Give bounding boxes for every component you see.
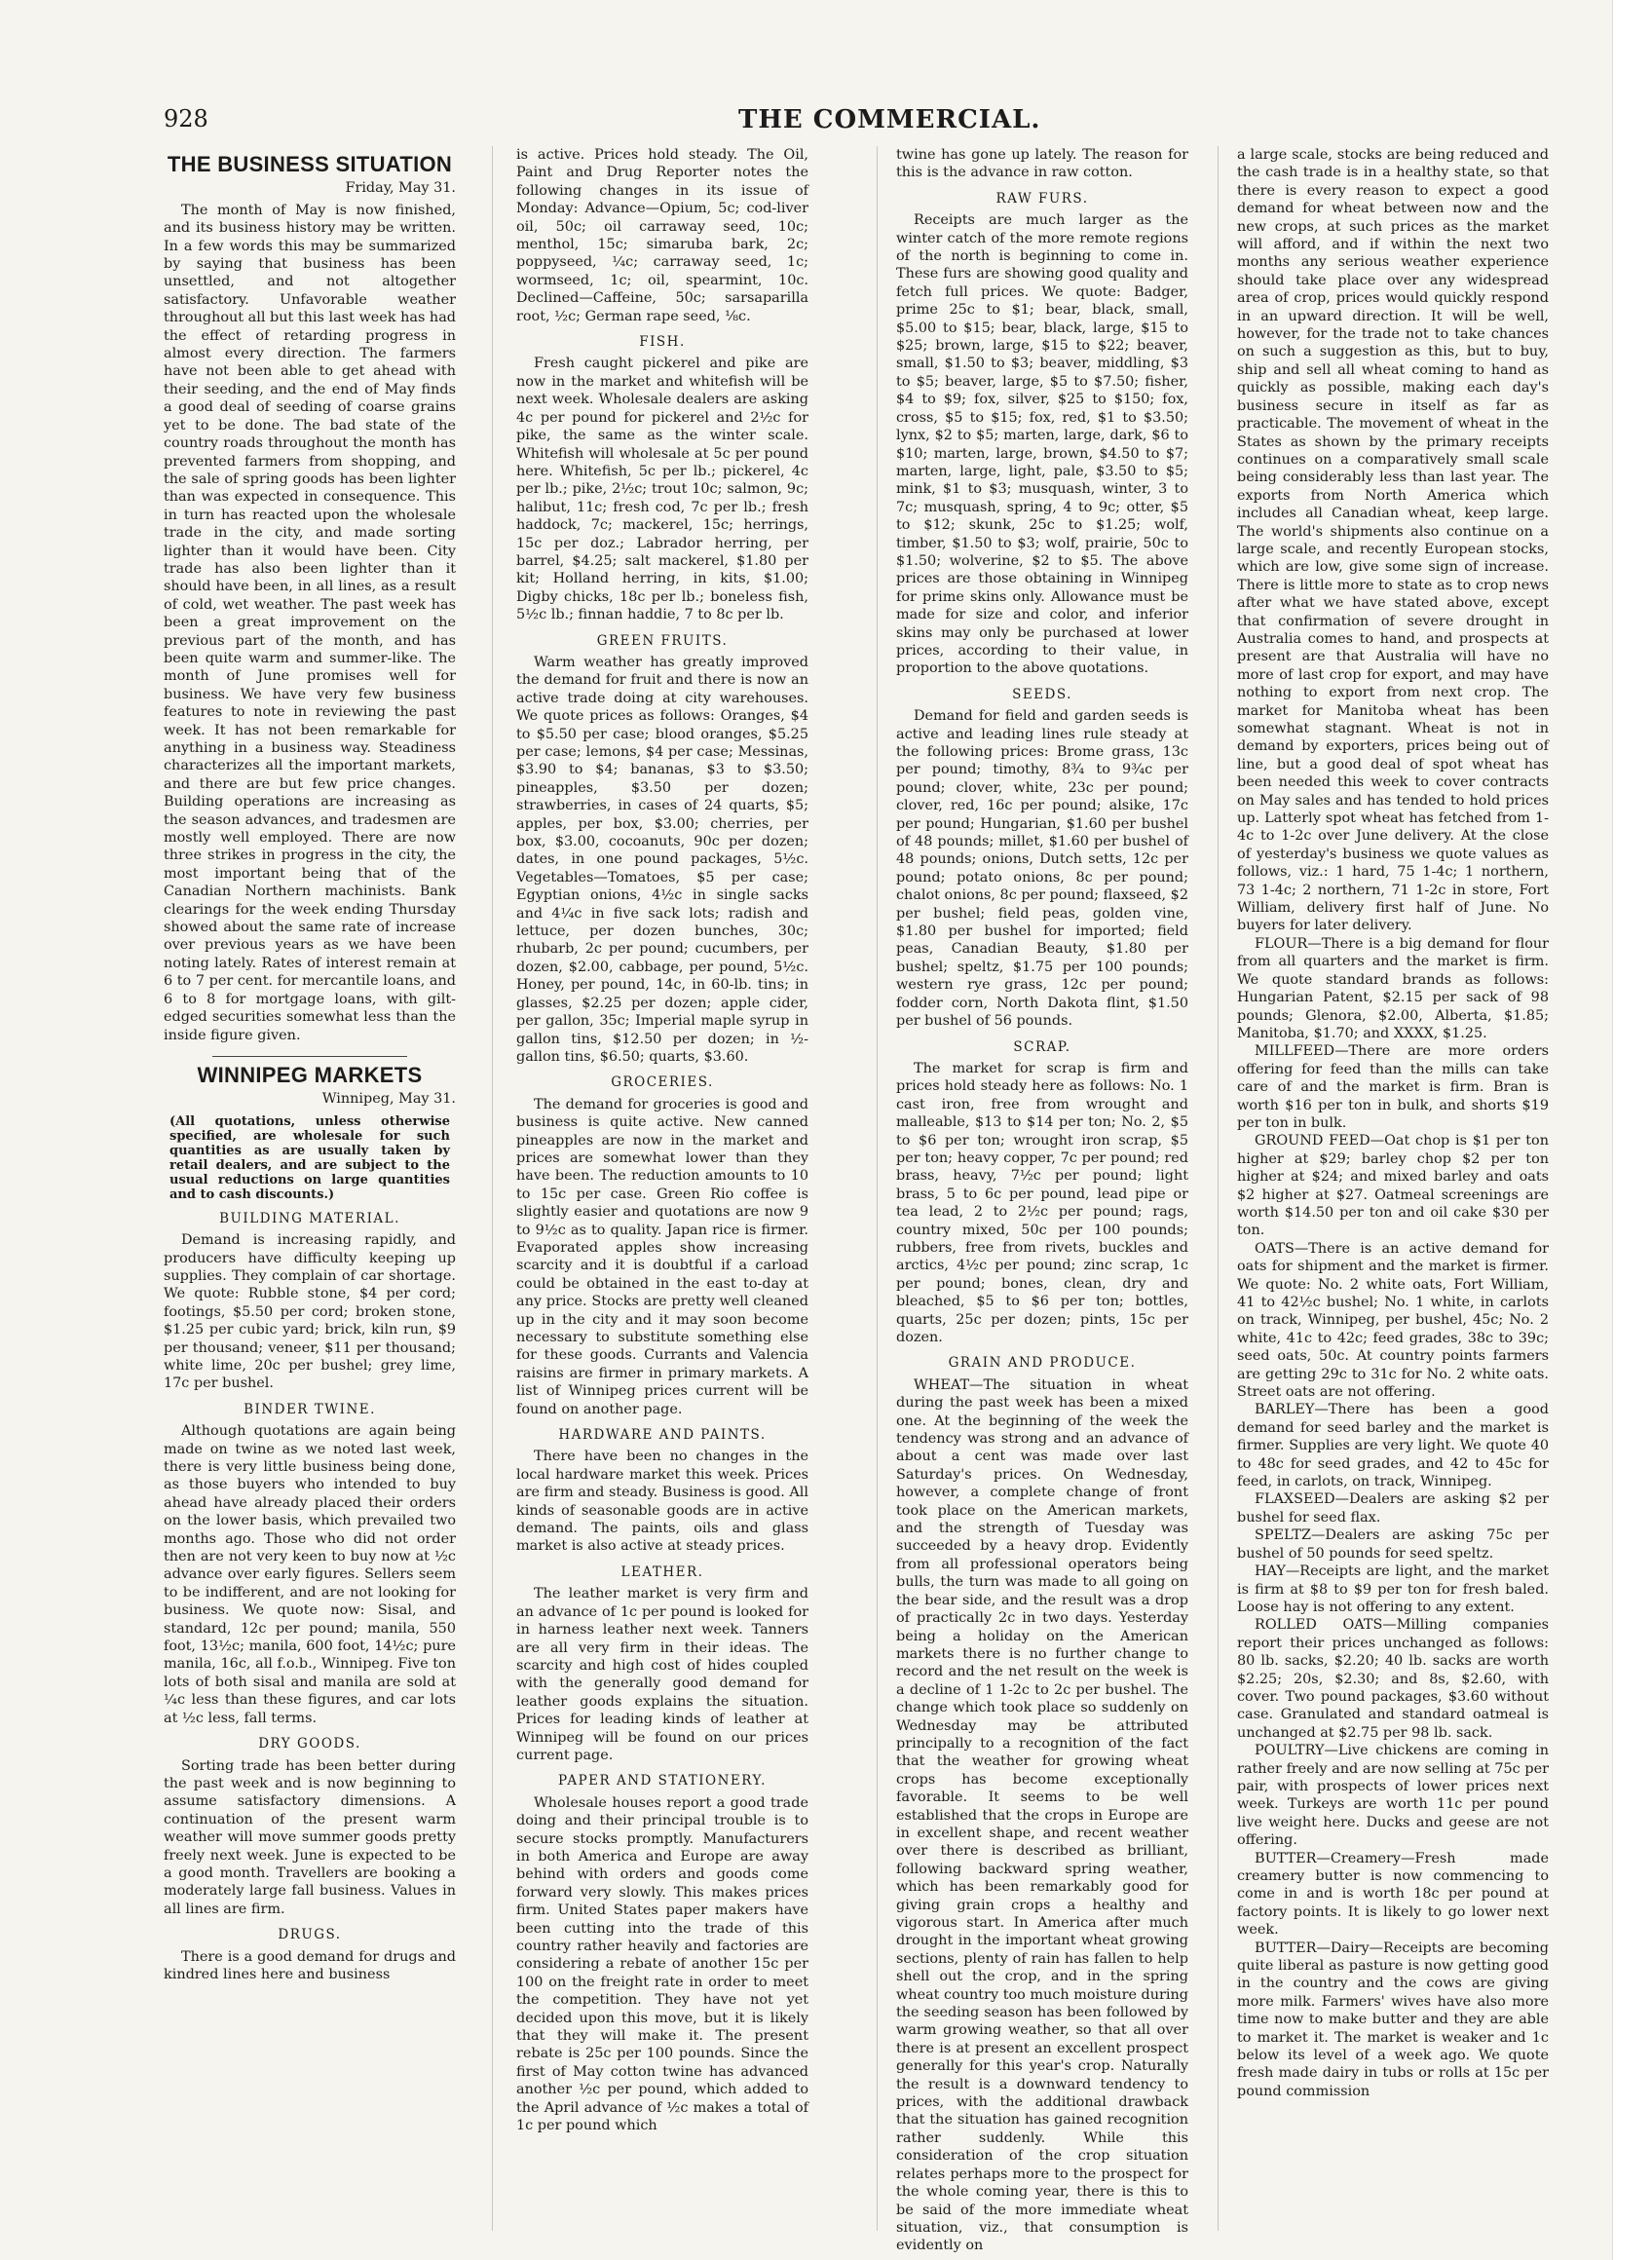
market-item-body: Milling companies report their prices unchanged as follows: 80 lb. sacks, $2.20; 40 lb. sacks are worth $2.25; 20s, $2.30; and 8s, $2.60, with cover. Two pound packages, $3.60 without case. Granulated and standard oatmeal is unchanged at $2.75 per 98 lb. sack. [1237,1617,1549,1741]
section-body: There is a good demand for drugs and kindred lines here and business [164,1948,456,1982]
section-heading: BUILDING MATERIAL. [219,1210,400,1226]
section-heading: RAW FURS. [995,190,1089,207]
winnipeg-markets-dateline: Winnipeg, May 31. [321,1091,456,1108]
section-heading: FISH. [639,334,686,351]
market-item: BUTTER—Dairy—Receipts are becoming quite liberal as pasture is now getting good in the country and the cows are giving more milk. Farmers' wives have also more time now to make butter and they are able to market it. The market is weaker and 1c below its level of a week ago. We quote fresh made dairy in tubs or rolls at 15c per pound commission [1237,1940,1549,2099]
market-item-body: There are more orders offering for feed than the mills can take care of and the market is firm. Bran is worth $16 per ton in bulk, and shorts $19 per ton in bulk. [1237,1043,1549,1131]
market-item: HAY—Receipts are light, and the market is firm at $8 to $9 per ton for fresh baled. Loose hay is not offering to any extent. [1237,1563,1549,1615]
section-heading: LEATHER. [620,1563,704,1580]
section-body: WHEAT—The situation in wheat during the past week has been a mixed one. At the beginning of the week the tendency was strong and an advance of about a cent was made over last Saturday's prices. On Wednesday, however, a complete change of front took place on the American markets, and the strength of Tuesday was succeeded by a heavy drop. Evidently from all professional operators being bulls, the turn was made to all going on the bear side, and the result was a drop of practically 2c in two days. Yesterday being a holiday on the American markets there is no further change to record and the net result on the week is a decline of 1 1-2c to 2c per bushel. The change which took place so suddenly on Wednesday may be attributed principally to a recognition of the fact that the weather for growing wheat crops has become exceptionally favorable. It seems to be well established that the crops in Europe are in excellent shape, and recent weather over there is described as brilliant, following backward spring weather, which has been remarkably good for giving grain crops a healthy and vigorous start. In America after much drought in the important wheat growing sections, plenty of rain has fallen to help shell out the crop, and in the spring wheat country too much moisture during the seeding season has been followed by warm growing weather, so that all over there is at present an excellent prospect generally for this year's crop. Naturally the result is a downward tendency to prices, with the additional drawback that the situation has gained recognition rather suddenly. While this consideration of the crop situation relates perhaps more to the prospect for the whole coming year, there is this to be said of the more immediate wheat situation, viz., that consumption is evidently on [896,1376,1188,2254]
column-2 [516,146,808,2241]
market-item: BARLEY—There has been a good demand for seed barley and the market is firmer. Supplies are very light. We quote 40 to 48c for seed grades, and 42 to 45c for feed, in carlots, on track, Winnipeg. [1237,1402,1549,1490]
section-heading: GRAIN AND PRODUCE. [948,1355,1137,1372]
page-header [164,105,1430,134]
market-item-label: BARLEY [1255,1402,1315,1418]
market-item: FLOUR—There is a big demand for flour from all quarters and the market is firm. We quote standard brands as follows: Hungarian Patent, $2.15 per sack of 98 pounds; Glenora, $2.00, Alberta, $1.85; Manitoba, $1.70; and XXXX, $1.25. [1237,935,1549,1041]
masthead: THE COMMERCIAL. [738,105,1041,134]
market-item-body: There has been a good demand for seed barley and the market is firmer. Supplies are very light. We quote 40 to 48c for seed grades, and 42 to 45c for feed, in carlots, on track, Winnipeg. [1237,1402,1549,1490]
market-item-body: Live chickens are coming in rather freely and are now selling at 75c per pair, with prospects of lower prices next week. Turkeys are worth 11c per pound live weight here. Ducks and geese are not offering. [1237,1743,1549,1849]
column-1-sections [164,1210,456,1984]
market-item-label: POULTRY [1255,1743,1325,1759]
market-item-label: ROLLED OATS [1255,1617,1383,1634]
market-item-body: Fresh made creamery butter is now commencing to come in and is worth 18c per pound at factory points. It is likely to go lower next week. [1237,1850,1549,1939]
page-edge [1612,0,1652,2260]
business-situation-body: The month of May is now finished, and its business history may be written. In a few words this may be summarized by saying that business has been unsettled, and not altogether satisfactory. Unfavorable weather throughout all but this last week has had the effect of retarding progress in almost every direction. The farmers have not been able to get ahead with their seeding, and the end of May finds a good deal of seeding of coarse grains yet to be done. The bad state of the country roads throughout the month has prevented farmers from shopping, and the sale of spring goods has been lighter than was expected in consequence. This in turn has reacted upon the wholesale trade in the city, and made sorting lighter than it would have been. City trade has also been lighter than it should have been, in all lines, as a result of cold, wet weather. The past week has been a great improvement on the previous part of the month, and has been quite warm and summer-like. The month of June promises well for business. We have very few business features to note in reviewing the past week. It has not been remarkable for anything in a business way. Steadiness characterizes all the important markets, and there are but few price changes. Building operations are increasing as the season advances, and tradesmen are mostly well employed. There are now three strikes in progress in the city, the most important being that of the Canadian Northern machinists. Bank clearings for the week ending Thursday showed about the same rate of increase over previous years as we have been noting lately. Rates of interest remain at 6 to 7 per cent. for mercantile loans, and 6 to 8 for mortgage loans, with gilt-edged securities somewhat less than the inside figure given. [164,202,456,1043]
section-body: Warm weather has greatly improved the demand for fruit and there is now an active trade doing at city warehouses. We quote prices as follows: Oranges, $4 to $5.50 per case; blood oranges, $5.25 per case; lemons, $4 per case; Messinas, $3.90 to $4; bananas, $3 to $3.50; pineapples, $3.50 per dozen; strawberries, in cases of 24 quarts, $5; apples, per box, $3.00; cherries, per box, $3.00, cocoanuts, 90c per dozen; dates, in one pound packages, 5½c. Vegetables—Tomatoes, $5 per case; Egyptian onions, 4½c in single sacks and 4¼c in five sack lots; radish and lettuce, per dozen bunches, 30c; rhubarb, 2c per pound; cucumbers, per dozen, $2.00, cabbage, per pound, 5½c. Honey, per pound, 14c, in 60-lb. tins; in glasses, $2.25 per dozen; apple cider, per gallon, 35c; Imperial maple syrup in gallon tins, $12.50 per dozen; in ½-gallon tins, $6.50; quarts, $3.60. [516,654,808,1065]
market-item-label: GROUND FEED [1255,1133,1370,1149]
section-body: Wholesale houses report a good trade doing and their principal trouble is to secure stocks promptly. Manufacturers in both America and Europe are away behind with orders and goods come forward very slowly. This makes prices firm. United States paper makers have been cutting into the trade of this country rather heavily and factories are considering a rebate of another 15c per 100 on the freight rate in order to meet the competition. They have not yet decided upon this move, but it is likely that they will make it. The present rebate is 25c per 100 pounds. Since the first of May cotton twine has advanced another ½c per pound, which added to the April advance of ½c makes a total of 1c per pound which [516,1794,808,2134]
section-body: The market for scrap is firm and prices hold steady here as follows: No. 1 cast iron, free from wrought and malleable, $13 to $14 per ton; No. 2, $5 to $6 per ton; wrought iron scrap, $5 per ton; heavy copper, 7c per pound; red brass, heavy, 7½c per pound; light brass, 5 to 6c per pound, lead pipe or tea lead, 2 to 2½c per pound; rags, country mixed, 50c per 100 pounds; rubbers, free from rivets, buckles and arctics, 4½c per pound; zinc scrap, 1c per pound; bones, clean, dry and bleached, $5 to $6 per ton; bottles, quarts, 25c per dozen; pints, 15c per dozen. [896,1060,1188,1345]
column-3-sections [896,190,1188,2255]
column-4-lead: a large scale, stocks are being reduced and the cash trade is in a healthy state, so that there is every reason to expect a good demand for wheat between now and the new crops, at such prices as the market will afford, and if within the next two months any serious weather experience should take place over any widespread area of crop, prices would quickly respond in an upward direction. It will be well, however, for the trade not to take chances on such a suggestion as this, but to buy, ship and sell all wheat coming to hand as quickly as possible, making each day's business secure in itself as far as practicable. The movement of wheat in the States as shown by the primary receipts continues on a comparatively small scale being considerably less than last year. The exports from North America which includes all Canadian wheat, keep large. The world's shipments also continue on a large scale, and recently European stocks, which are low, give some sign of increase. There is little more to state as to crop news after what we have stated above, except that confirmation of severe drought in Australia comes to hand, and prospects at present are that Australia will have no more of last crop for export, and may have nothing to export from next crop. The market for Manitoba wheat has been somewhat stagnant. Wheat is not in demand by exporters, prices being out of line, but a good deal of spot wheat has been needed this week to cover contracts on May sales and has tended to hold prices up. Latterly spot wheat has fetched from 1-4c to 1-2c over June delivery. At the close of yesterday's business we quote values as follows, viz.: 1 hard, 75 1-4c; 1 northern, 73 1-4c; 2 northern, 71 1-2c in store, Fort William, delivery first half of June. No buyers for later delivery. [1237,147,1549,934]
market-item-body: There is an active demand for oats for shipment and the market is firmer. We quote: No. 2 white oats, Fort William, 41 to 42½c bushel; No. 1 white, in carlots on track, Winnipeg, per bushel, 45c; No. 2 white, 41c to 42c; feed grades, 38c to 39c; seed oats, 50c. At country points farmers are getting 29c to 31c for No. 2 white oats. Street oats are not offering. [1237,1240,1549,1401]
section-body: Although quotations are again being made on twine as we noted last week, there is very little business being done, as those buyers who intended to buy ahead have already placed their orders on the lower basis, which prevailed two months ago. Those who did not order then are not very keen to buy now at ½c advance over early figures. Sellers seem to be indifferent, and are not looking for business. We quote now: Sisal, and standard, 12c per pound; manila, 550 foot, 13½c; manila, 600 foot, 14½c; pure manila, 16c, all f.o.b., Winnipeg. Five ton lots of both sisal and manila are sold at ¼c less than these figures, and car lots at ½c less, fall terms. [164,1423,456,1726]
market-item-label: BUTTER—Dairy [1255,1940,1370,1956]
column-2-lead: is active. Prices hold steady. The Oil, Paint and Drug Reporter notes the following changes in its issue of Monday: Advance—Opium, 5c; cod-liver oil, 50c; oil carraway seed, 10c; menthol, 15c; simaruba bark, 2c; poppyseed, ¼c; carraway seed, 1c; wormseed, 1c; oil, spearmint, 10c. Declined—Caffeine, 50c; sarsaparilla root, ½c; German rape seed, ⅛c. [516,147,808,324]
market-item: MILLFEED—There are more orders offering for feed than the mills can take care of and the market is firm. Bran is worth $16 per ton in bulk, and shorts $19 per ton in bulk. [1237,1043,1549,1131]
market-item-body: Receipts are becoming quite liberal as pasture is now getting good in the country and the cows are giving more milk. Farmers' wives have also more time now to make butter and they are able to market it. The market is weaker and 1c below its level of a week ago. We quote fresh made dairy in tubs or rolls at 15c per pound commission [1237,1940,1549,2099]
page-number: 928 [164,105,208,132]
market-item: GROUND FEED—Oat chop is $1 per ton higher at $29; barley chop $2 per ton higher at $24; and mixed barley and oats $2 higher at $27. Oatmeal screenings are worth $14.50 per ton and oil cake $30 per ton. [1237,1133,1549,1239]
section-body: There have been no changes in the local hardware market this week. Prices are firm and steady. Business is good. All kinds of seasonable goods are in active demand. The paints, oils and glass market is also active at steady prices. [516,1449,808,1555]
section-body: Receipts are much larger as the winter catch of the more remote regions of the north is beginning to come in. These furs are showing good quality and fetch full prices. We quote: Badger, prime 25c to $1; bear, black, small, $5.00 to $15; bear, black, large, $15 to $25; brown, large, $15 to $22; beaver, small, $1.50 to $3; beaver, middling, $3 to $5; beaver, large, $5 to $7.50; fisher, $4 to $9; fox, silver, $25 to $150; fox, cross, $5 to $15; fox, red, $1 to $3.50; lynx, $2 to $5; marten, large, dark, $6 to $10; marten, large, brown, $4.50 to $7; marten, large, light, pale, $3.50 to $5; mink, $1 to $3; musquash, winter, 3 to 7c; musquash, spring, 4 to 9c; otter, $5 to $12; skunk, 25c to $1.25; wolf, timber, $1.50 to $3; wolf, prairie, 50c to $1.50; wolverine, $2 to $5. The above prices are those obtaining in Winnipeg for prime skins only. Allowance must be made for size and color, and inferior skins may only be purchased at lower prices, according to their value, in proportion to the above quotations. [896,212,1188,677]
market-item-body: Dealers are asking $2 per bushel for seed flax. [1237,1491,1549,1526]
column-rule [877,146,878,2231]
section-heading: GROCERIES. [611,1074,714,1091]
market-item-body: Receipts are light, and the market is firm at $8 to $9 per ton for fresh baled. Loose hay is not offering to any extent. [1237,1563,1549,1615]
market-item-label: MILLFEED [1255,1043,1335,1060]
section-heading: SEEDS. [1012,686,1072,702]
section-heading: PAPER AND STATIONERY. [558,1773,767,1789]
section-body: The leather market is very firm and an advance of 1c per pound is looked for in harness leather next week. Tanners are all very firm in their ideas. The scarcity and high cost of hides coupled with the generally good demand for leather goods explains the situation. Prices for leading kinds of leather at Winnipeg will be found on our prices current page. [516,1586,808,1763]
column-3-lead: twine has gone up lately. The reason for this is the advance in raw cotton. [896,147,1188,181]
quotations-notice: (All quotations, unless otherwise specified, are wholesale for such quantities as are usually taken by retail dealers, and are subject to the usual reductions on large quantities and to cash discounts.) [169,1113,450,1202]
column-1 [164,146,456,2241]
section-body: Demand for field and garden seeds is active and leading lines rule steady at the following prices: Brome grass, 13c per pound; timothy, 8¾ to 9¾c per pound; clover, white, 23c per pound; clover, red, 16c per pound; alsike, 17c per pound; Hungarian, $1.60 per bushel of 48 pounds; millet, $1.60 per bushel of 48 pounds; onions, Dutch setts, 12c per pound; potato onions, 8c per pound; chalot onions, 8c per pound; flaxseed, $2 per bushel; field peas, golden vine, $1.80 per bushel for imported; field peas, Canadian Beauty, $1.80 per bushel; speltz, $1.75 per 100 pounds; western rye grass, 12c per pound; fodder corn, North Dakota flint, $1.50 per bushel of 56 pounds. [896,708,1188,1030]
section-heading: DRUGS. [278,1927,342,1943]
column-2-sections [516,333,808,2134]
market-item-label: FLOUR [1255,935,1308,952]
section-heading: DRY GOODS. [258,1736,361,1752]
section-heading: BINDER TWINE. [244,1401,376,1417]
market-item-body: Oat chop is $1 per ton higher at $29; barley chop $2 per ton higher at $24; and mixed barley and oats $2 higher at $27. Oatmeal screenings are worth $14.50 per ton and oil cake $30 per ton. [1237,1133,1549,1239]
section-body: Fresh caught pickerel and pike are now in the market and whitefish will be next week. Wholesale dealers are asking 4c per pound for pickerel and 2½c for pike, the same as the winter scale. Whitefish will wholesale at 5c per pound here. Whitefish, 5c per lb.; pickerel, 4c per lb.; pike, 2½c; trout 10c; salmon, 9c; halibut, 11c; fresh cod, 7c per lb.; fresh haddock, 7c; mackerel, 15c; herrings, 15c per doz.; Labrador herring, per barrel, $4.25; salt mackerel, $1.80 per kit; Holland herring, in kits, $1.00; Digby chicks, 18c per lb.; boneless fish, 5½c lb.; finnan haddie, 7 to 8c per lb. [516,356,808,623]
section-body: Sorting trade has been better during the past week and is now beginning to assume satisfactory dimensions. A continuation of the present warm weather will move summer goods pretty freely next week. June is expected to be a good month. Travellers are booking a moderately large fall business. Values in all lines are firm. [164,1757,456,1917]
section-body: Demand is increasing rapidly, and producers have difficulty keeping up supplies. They complain of car shortage. We quote: Rubble stone, $4 per cord; footings, $5.50 per cord; broken stone, $1.25 per cubic yard; brick, kiln run, $9 per thousand; veneer, $11 per thousand; white lime, 20c per bushel; grey lime, 17c per bushel. [164,1232,456,1392]
market-item-body: There is a big demand for flour from all quarters and the market is firm. We quote standard brands as follows: Hungarian Patent, $2.15 per sack of 98 pounds; Glenora, $2.00, Alberta, $1.85; Manitoba, $1.70; and XXXX, $1.25. [1237,935,1549,1041]
business-situation-headline: THE BUSINESS SITUATION [167,152,453,176]
market-item-body: Dealers are asking 75c per bushel of 50 pounds for seed speltz. [1237,1527,1549,1562]
market-item: FLAXSEED—Dealers are asking $2 per bushel for seed flax. [1237,1491,1549,1526]
section-heading: HARDWARE AND PAINTS. [558,1427,767,1444]
column-rule [492,146,493,2231]
winnipeg-markets-headline: WINNIPEG MARKETS [197,1062,423,1087]
business-situation-dateline: Friday, May 31. [345,180,456,197]
market-item: OATS—There is an active demand for oats for shipment and the market is firmer. We quote: No. 2 white oats, Fort William, 41 to 42½c bushel; No. 1 white, in carlots on track, Winnipeg, per bushel, 45c; No. 2 white, 41c to 42c; feed grades, 38c to 39c; seed oats, 50c. At country points farmers are getting 29c to 31c for No. 2 white oats. Street oats are not offering. [1237,1240,1549,1401]
column-4-items [1237,935,1549,2100]
market-item: ROLLED OATS—Milling companies report their prices unchanged as follows: 80 lb. sacks, $2.20; 40 lb. sacks are worth $2.25; 20s, $2.30; and 8s, $2.60, with cover. Two pound packages, $3.60 without case. Granulated and standard oatmeal is unchanged at $2.75 per 98 lb. sack. [1237,1617,1549,1741]
market-item: POULTRY—Live chickens are coming in rather freely and are now selling at 75c per pair, with prospects of lower prices next week. Turkeys are worth 11c per pound live weight here. Ducks and geese are not offering. [1237,1743,1549,1849]
market-item-label: OATS [1255,1240,1295,1257]
column-rule [1218,146,1219,2231]
column-3 [896,146,1188,2254]
section-heading: GREEN FRUITS. [596,632,729,649]
column-4 [1237,146,1549,2241]
market-item-label: BUTTER—Creamery [1255,1850,1402,1866]
section-divider [212,1056,407,1057]
market-item: BUTTER—Creamery—Fresh made creamery butter is now commencing to come in and is worth 18c per pound at factory points. It is likely to go lower next week. [1237,1850,1549,1939]
market-item-label: FLAXSEED [1255,1491,1335,1508]
market-item: SPELTZ—Dealers are asking 75c per bushel of 50 pounds for seed speltz. [1237,1527,1549,1562]
section-body: The demand for groceries is good and business is quite active. New canned pineapples are now in the market and prices are somewhat lower than they have been. The reduction amounts to 10 to 15c per case. Green Rio coffee is slightly easier and quotations are now 9 to 9½c as to quality. Japan rice is firmer. Evaporated apples show increasing scarcity and it is doubtful if a carload could be obtained in the east to-day at any price. Stocks are pretty well cleaned up in the city and it may soon become necessary to substitute something else for these goods. Currants and Valencia raisins are firmer in primary markets. A list of Winnipeg prices current will be found on another page. [516,1096,808,1417]
market-item-label: HAY [1255,1563,1286,1580]
market-item-label: SPELTZ [1255,1527,1312,1544]
section-heading: SCRAP. [1013,1038,1071,1055]
